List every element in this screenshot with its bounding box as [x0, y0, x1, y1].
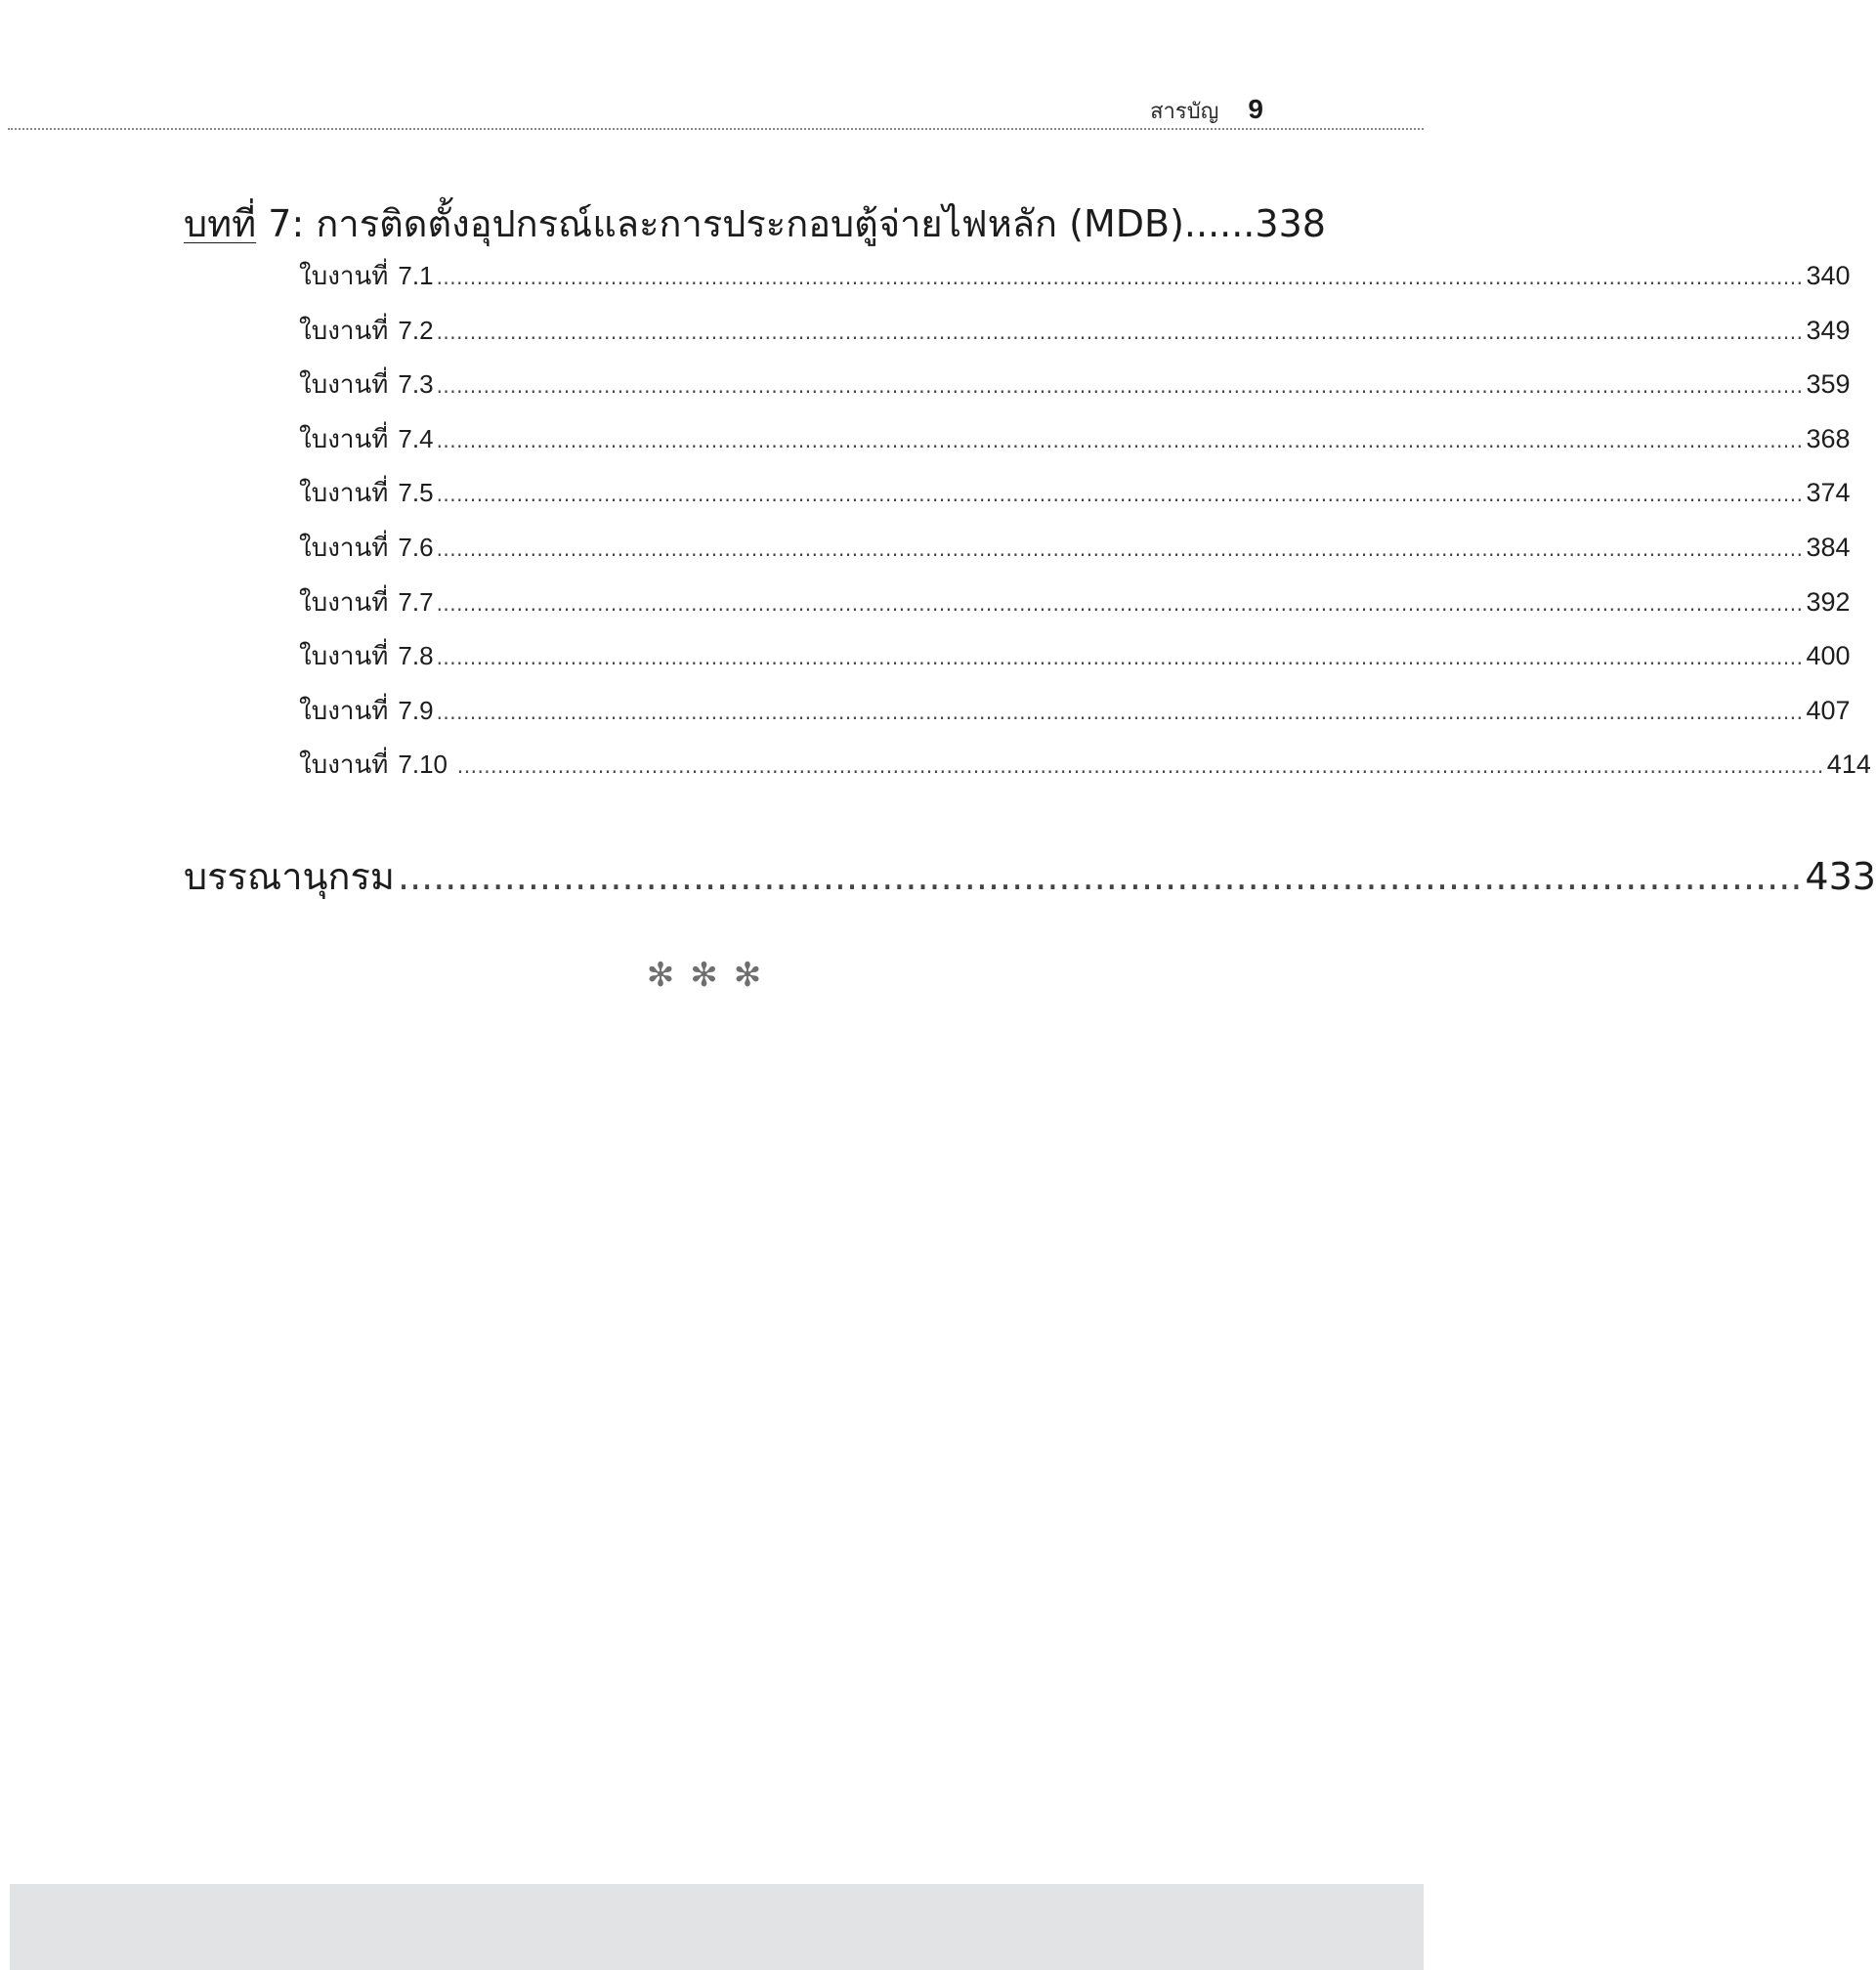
- dot-leader: ............................................................................................................................................................................................................: [436, 646, 1804, 669]
- worksheet-label: ใบงานที่: [299, 479, 389, 508]
- toc-worksheet-7-8[interactable]: [299, 636, 1851, 676]
- worksheet-page-number: 407: [1806, 696, 1851, 725]
- bibliography-label: บรรณานุกรม: [184, 855, 395, 898]
- worksheet-label: ใบงานที่: [299, 697, 389, 726]
- dot-leader: ............................................................................................................................................................................................................: [436, 592, 1804, 616]
- chapter-leader: ......: [1183, 202, 1256, 245]
- toc-worksheet-7-9[interactable]: [299, 691, 1851, 731]
- worksheet-page-number: 340: [1806, 261, 1851, 290]
- chapter-page-number: 338: [1255, 202, 1326, 245]
- dot-leader: ............................................................................................................................................................................................................: [436, 701, 1804, 724]
- worksheet-label: ใบงานที่: [299, 588, 389, 618]
- worksheet-number: 7.10: [398, 749, 448, 779]
- header-page-number: 9: [1248, 94, 1263, 124]
- worksheet-page-number: 414: [1826, 749, 1871, 779]
- worksheet-page-number: 368: [1806, 424, 1851, 453]
- dot-leader: ............................................................................................................................................................................................................: [436, 429, 1804, 452]
- running-header: [1150, 94, 1263, 128]
- worksheet-number: 7.1: [398, 261, 434, 290]
- worksheet-label: ใบงานที่: [299, 642, 389, 671]
- worksheet-label: ใบงานที่: [299, 534, 389, 563]
- toc-worksheet-7-2[interactable]: [299, 311, 1851, 351]
- dot-leader: ............................................................................................................................................................................................................: [436, 266, 1804, 289]
- dot-leader: ............................................................................................................................................................................................................: [436, 537, 1804, 561]
- bibliography-page-number: 433: [1805, 855, 1876, 898]
- toc-bibliography[interactable]: [184, 846, 1876, 906]
- toc-worksheet-7-10[interactable]: [299, 745, 1871, 785]
- worksheet-number: 7.7: [398, 587, 434, 617]
- dot-leader: .......................................................................................................................: [397, 855, 1803, 898]
- dot-leader: ............................................................................................................................................................................................................: [450, 754, 1824, 778]
- worksheet-label: ใบงานที่: [299, 370, 389, 400]
- worksheet-number: 7.9: [398, 696, 434, 725]
- worksheet-number: 7.4: [398, 424, 434, 453]
- worksheet-label: ใบงานที่: [299, 425, 389, 454]
- worksheet-number: 7.5: [398, 478, 434, 507]
- worksheet-page-number: 384: [1806, 533, 1851, 562]
- worksheet-label: ใบงานที่: [299, 262, 389, 291]
- worksheet-label: ใบงานที่: [299, 317, 389, 346]
- worksheet-page-number: 374: [1806, 478, 1851, 507]
- toc-worksheet-7-6[interactable]: [299, 528, 1851, 568]
- chapter-title: 7: การติดตั้งอุปกรณ์และการประกอบตู้จ่ายไฟหลัก (MDB): [256, 202, 1184, 245]
- toc-worksheet-7-1[interactable]: [299, 256, 1851, 296]
- toc-worksheet-7-4[interactable]: [299, 419, 1851, 459]
- bottom-gray-band: [10, 1884, 1424, 1970]
- dot-leader: ............................................................................................................................................................................................................: [436, 374, 1804, 398]
- worksheet-number: 7.2: [398, 316, 434, 345]
- worksheet-number: 7.8: [398, 641, 434, 670]
- header-dotted-rule: [8, 128, 1424, 130]
- worksheet-number: 7.3: [398, 369, 434, 399]
- dot-leader: ............................................................................................................................................................................................................: [436, 321, 1804, 344]
- worksheet-number: 7.6: [398, 533, 434, 562]
- worksheet-page-number: 392: [1806, 587, 1851, 617]
- toc-worksheet-7-3[interactable]: [299, 364, 1851, 405]
- toc-worksheet-7-5[interactable]: [299, 473, 1851, 513]
- chapter-prefix: บทที่: [184, 202, 257, 245]
- worksheet-page-number: 359: [1806, 369, 1851, 399]
- dot-leader: ............................................................................................................................................................................................................: [436, 483, 1804, 506]
- chapter-label: [184, 193, 1255, 253]
- section-end-ornament: ✻✻✻: [646, 956, 778, 995]
- toc-worksheet-7-7[interactable]: [299, 582, 1851, 622]
- worksheet-label: ใบงานที่: [299, 750, 389, 780]
- header-section-title: สารบัญ: [1150, 100, 1219, 124]
- toc-chapter-7[interactable]: [184, 193, 1326, 253]
- worksheet-page-number: 349: [1806, 316, 1851, 345]
- worksheet-page-number: 400: [1806, 641, 1851, 670]
